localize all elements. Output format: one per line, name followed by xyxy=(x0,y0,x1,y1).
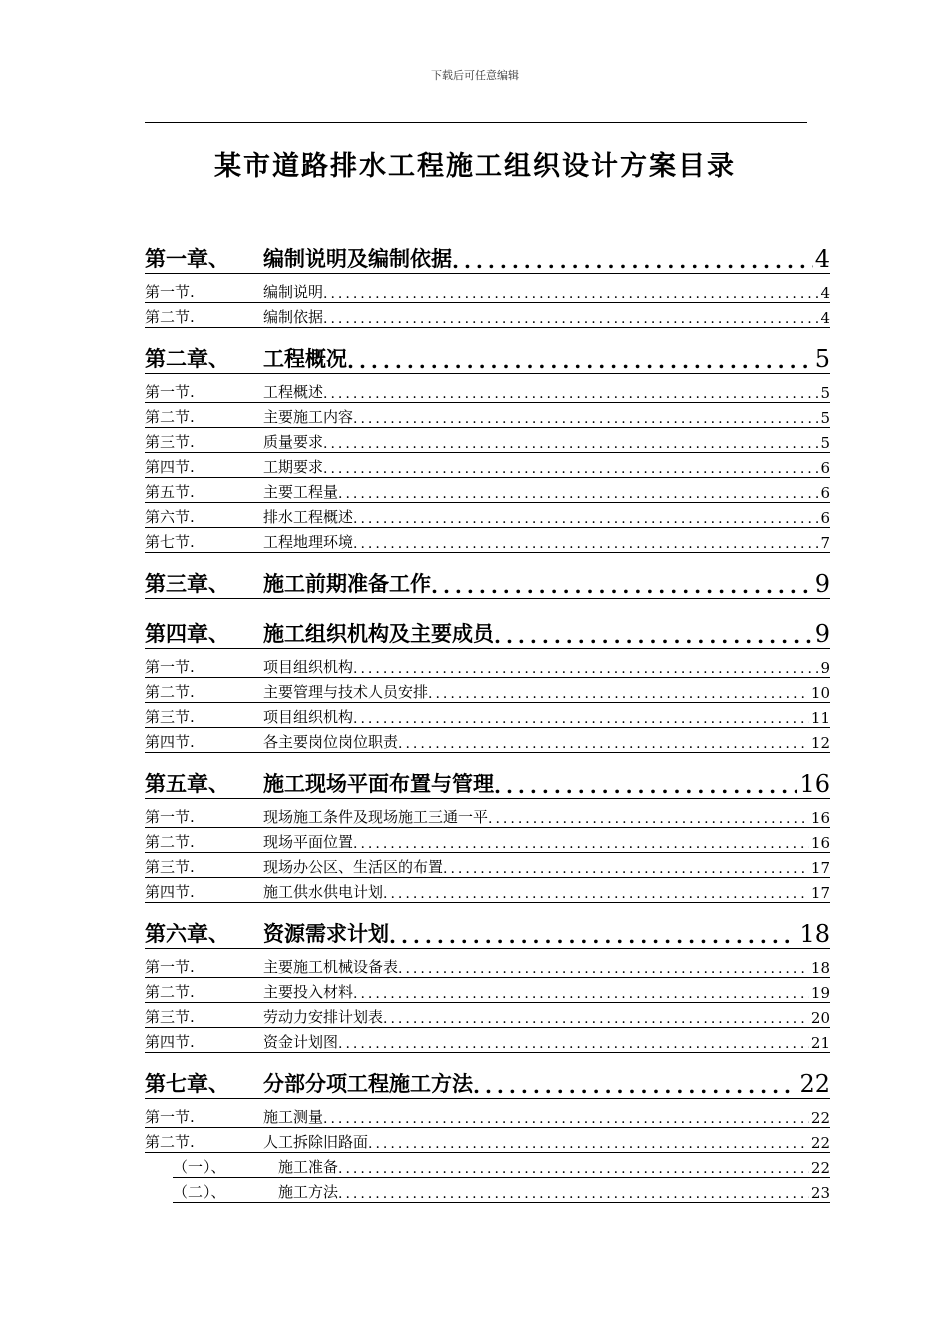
toc-subsection-entry[interactable] xyxy=(173,1180,830,1203)
toc-entry-number: 第四节. xyxy=(145,1033,195,1051)
toc-section-entry[interactable] xyxy=(145,1105,830,1128)
toc-entry-page: 6 xyxy=(820,459,830,477)
toc-entry-page: 18 xyxy=(799,920,830,948)
toc-entry-title: 各主要岗位岗位职责 xyxy=(263,733,399,751)
toc-entry-number: 第二节. xyxy=(145,983,195,1001)
toc-entry-title: 资金计划图 xyxy=(263,1033,339,1051)
toc-entry-number: 第一节. xyxy=(145,658,195,676)
toc-section-entry[interactable] xyxy=(145,530,830,553)
toc-entry-title: 施工测量 xyxy=(263,1108,324,1126)
toc-entry-page: 11 xyxy=(810,709,830,727)
toc-entry-page: 17 xyxy=(810,884,830,902)
toc-entry-title: 项目组织机构 xyxy=(263,658,354,676)
header-note: 下载后可任意编辑 xyxy=(431,69,519,82)
toc-dot-leader xyxy=(398,958,809,977)
toc-entry-title: 编制依据 xyxy=(263,308,324,326)
toc-entry-page: 16 xyxy=(810,834,830,852)
toc-entry-number: 第二节. xyxy=(145,683,195,701)
toc-dot-leader xyxy=(338,1158,809,1177)
toc-entry-title: 现场平面位置 xyxy=(263,833,354,851)
toc-entry-page: 10 xyxy=(810,684,830,702)
toc-entry-title: 分部分项工程施工方法 xyxy=(263,1072,473,1096)
toc-entry-page: 5 xyxy=(820,384,830,402)
toc-entry-title: 工程地理环境 xyxy=(263,533,354,551)
toc-entry-page: 5 xyxy=(814,345,830,373)
toc-entry-number: 第四章、 xyxy=(145,622,229,646)
toc-section-entry[interactable] xyxy=(145,730,830,753)
toc-entry-page: 9 xyxy=(814,620,830,648)
toc-entry-number: 第一节. xyxy=(145,1108,195,1126)
toc-section-entry[interactable] xyxy=(145,955,830,978)
toc-section-entry[interactable] xyxy=(145,805,830,828)
toc-entry-title: 施工准备 xyxy=(278,1158,339,1176)
toc-entry-page: 17 xyxy=(810,859,830,877)
toc-entry-number: 第三节. xyxy=(145,858,195,876)
toc-chapter-entry[interactable] xyxy=(145,615,830,649)
toc-entry-page: 16 xyxy=(799,770,830,798)
toc-dot-leader xyxy=(353,983,809,1002)
toc-entry-number: 第三节. xyxy=(145,1008,195,1026)
toc-section-entry[interactable] xyxy=(145,1030,830,1053)
toc-entry-title: 施工现场平面布置与管理 xyxy=(263,772,494,796)
toc-entry-number: 第三节. xyxy=(145,433,195,451)
toc-section-entry[interactable] xyxy=(145,980,830,1003)
toc-entry-title: 资源需求计划 xyxy=(263,922,389,946)
toc-chapter-entry[interactable] xyxy=(145,340,830,374)
toc-entry-page: 21 xyxy=(810,1034,830,1052)
toc-dot-leader xyxy=(338,483,818,502)
toc-entry-title: 工期要求 xyxy=(263,458,324,476)
toc-entry-number: 第三节. xyxy=(145,708,195,726)
toc-entry-number: （二）、 xyxy=(173,1183,226,1201)
toc-entry-page: 4 xyxy=(820,309,830,327)
toc-entry-title: 主要投入材料 xyxy=(263,983,354,1001)
toc-dot-leader xyxy=(353,508,818,527)
toc-entry-title: 人工拆除旧路面 xyxy=(263,1133,369,1151)
toc-chapter-entry[interactable] xyxy=(145,915,830,949)
toc-dot-leader xyxy=(488,808,809,827)
toc-entry-number: 第五节. xyxy=(145,483,195,501)
toc-entry-title: 主要工程量 xyxy=(263,483,339,501)
toc-section-entry[interactable] xyxy=(145,305,830,328)
toc-entry-number: 第四节. xyxy=(145,733,195,751)
toc-dot-leader xyxy=(338,1033,809,1052)
toc-section-entry[interactable] xyxy=(145,705,830,728)
toc-entry-number: 第四节. xyxy=(145,458,195,476)
toc-entry-title: 主要管理与技术人员安排 xyxy=(263,683,429,701)
toc-section-entry[interactable] xyxy=(145,680,830,703)
toc-dot-leader xyxy=(323,283,818,302)
toc-dot-leader xyxy=(353,533,818,552)
toc-entry-title: 工程概况 xyxy=(263,347,347,371)
toc-entry-title: 排水工程概述 xyxy=(263,508,354,526)
toc-dot-leader xyxy=(347,349,813,373)
toc-section-entry[interactable] xyxy=(145,1130,830,1153)
toc-dot-leader xyxy=(473,1074,797,1098)
toc-section-entry[interactable] xyxy=(145,405,830,428)
toc-entry-number: 第二节. xyxy=(145,308,195,326)
toc-dot-leader xyxy=(452,249,813,273)
toc-entry-title: 劳动力安排计划表 xyxy=(263,1008,384,1026)
toc-chapter-entry[interactable] xyxy=(145,1065,830,1099)
toc-section-entry[interactable] xyxy=(145,505,830,528)
toc-dot-leader xyxy=(353,833,809,852)
toc-dot-leader xyxy=(323,433,818,452)
toc-dot-leader xyxy=(323,1108,809,1127)
toc-section-entry[interactable] xyxy=(145,430,830,453)
toc-section-entry[interactable] xyxy=(145,880,830,903)
toc-entry-page: 22 xyxy=(810,1134,830,1152)
toc-entry-title: 现场办公区、生活区的布置 xyxy=(263,858,444,876)
toc-entry-page: 4 xyxy=(814,245,830,273)
toc-section-entry[interactable] xyxy=(145,830,830,853)
toc-entry-number: 第二节. xyxy=(145,833,195,851)
toc-section-entry[interactable] xyxy=(145,380,830,403)
toc-entry-number: 第一章、 xyxy=(145,247,229,271)
toc-section-entry[interactable] xyxy=(145,1005,830,1028)
toc-entry-page: 19 xyxy=(810,984,830,1002)
toc-entry-page: 18 xyxy=(810,959,830,977)
toc-dot-leader xyxy=(353,658,818,677)
toc-section-entry[interactable] xyxy=(145,655,830,678)
toc-chapter-entry[interactable] xyxy=(145,565,830,599)
toc-entry-page: 5 xyxy=(820,434,830,452)
document-title: 某市道路排水工程施工组织设计方案目录 xyxy=(214,151,736,182)
toc-section-entry[interactable] xyxy=(145,280,830,303)
toc-section-entry[interactable] xyxy=(145,855,830,878)
toc-dot-leader xyxy=(383,1008,809,1027)
toc-dot-leader xyxy=(338,1183,809,1202)
toc-entry-page: 22 xyxy=(810,1109,830,1127)
toc-entry-title: 质量要求 xyxy=(263,433,324,451)
toc-entry-page: 6 xyxy=(820,484,830,502)
toc-entry-page: 7 xyxy=(820,534,830,552)
toc-entry-title: 施工组织机构及主要成员 xyxy=(263,622,494,646)
toc-entry-number: 第一节. xyxy=(145,283,195,301)
toc-entry-number: 第二节. xyxy=(145,408,195,426)
toc-entry-title: 编制说明 xyxy=(263,283,324,301)
toc-entry-title: 主要施工内容 xyxy=(263,408,354,426)
toc-section-entry[interactable] xyxy=(145,455,830,478)
toc-dot-leader xyxy=(494,774,797,798)
toc-dot-leader xyxy=(368,1133,809,1152)
toc-dot-leader xyxy=(383,883,809,902)
toc-dot-leader xyxy=(389,924,797,948)
toc-entry-title: 施工前期准备工作 xyxy=(263,572,431,596)
toc-chapter-entry[interactable] xyxy=(145,240,830,274)
toc-entry-page: 9 xyxy=(820,659,830,677)
toc-section-entry[interactable] xyxy=(145,480,830,503)
toc-entry-page: 20 xyxy=(810,1009,830,1027)
toc-entry-title: 项目组织机构 xyxy=(263,708,354,726)
toc-chapter-entry[interactable] xyxy=(145,765,830,799)
toc-dot-leader xyxy=(494,624,813,648)
toc-entry-number: 第二章、 xyxy=(145,347,229,371)
toc-dot-leader xyxy=(428,683,809,702)
toc-entry-page: 22 xyxy=(799,1070,830,1098)
toc-dot-leader xyxy=(431,574,813,598)
toc-subsection-entry[interactable] xyxy=(173,1155,830,1178)
toc-entry-page: 6 xyxy=(820,509,830,527)
toc-entry-number: 第五章、 xyxy=(145,772,229,796)
toc-entry-title: 工程概述 xyxy=(263,383,324,401)
toc-entry-number: 第三章、 xyxy=(145,572,229,596)
toc-entry-title: 施工方法 xyxy=(278,1183,339,1201)
toc-entry-number: 第六节. xyxy=(145,508,195,526)
toc-entry-page: 5 xyxy=(820,409,830,427)
toc-dot-leader xyxy=(398,733,809,752)
toc-entry-page: 9 xyxy=(814,570,830,598)
toc-entry-title: 编制说明及编制依据 xyxy=(263,247,452,271)
toc-entry-number: 第一节. xyxy=(145,958,195,976)
toc-entry-number: 第四节. xyxy=(145,883,195,901)
toc-dot-leader xyxy=(323,383,818,402)
toc-entry-number: 第一节. xyxy=(145,808,195,826)
toc-dot-leader xyxy=(353,408,818,427)
toc-dot-leader xyxy=(323,308,818,327)
toc-entry-page: 23 xyxy=(810,1184,830,1202)
toc-dot-leader xyxy=(323,458,818,477)
toc-entry-number: 第六章、 xyxy=(145,922,229,946)
toc-entry-number: （一）、 xyxy=(173,1158,226,1176)
toc-entry-page: 16 xyxy=(810,809,830,827)
toc-entry-number: 第七章、 xyxy=(145,1072,229,1096)
toc-entry-number: 第七节. xyxy=(145,533,195,551)
toc-dot-leader xyxy=(353,708,809,727)
toc-entry-title: 现场施工条件及现场施工三通一平 xyxy=(263,808,489,826)
toc-entry-title: 主要施工机械设备表 xyxy=(263,958,399,976)
toc-entry-page: 4 xyxy=(820,284,830,302)
toc-entry-page: 12 xyxy=(810,734,830,752)
toc-entry-number: 第二节. xyxy=(145,1133,195,1151)
toc-dot-leader xyxy=(443,858,809,877)
header-rule xyxy=(145,122,807,123)
toc-entry-title: 施工供水供电计划 xyxy=(263,883,384,901)
toc-entry-number: 第一节. xyxy=(145,383,195,401)
toc-entry-page: 22 xyxy=(810,1159,830,1177)
